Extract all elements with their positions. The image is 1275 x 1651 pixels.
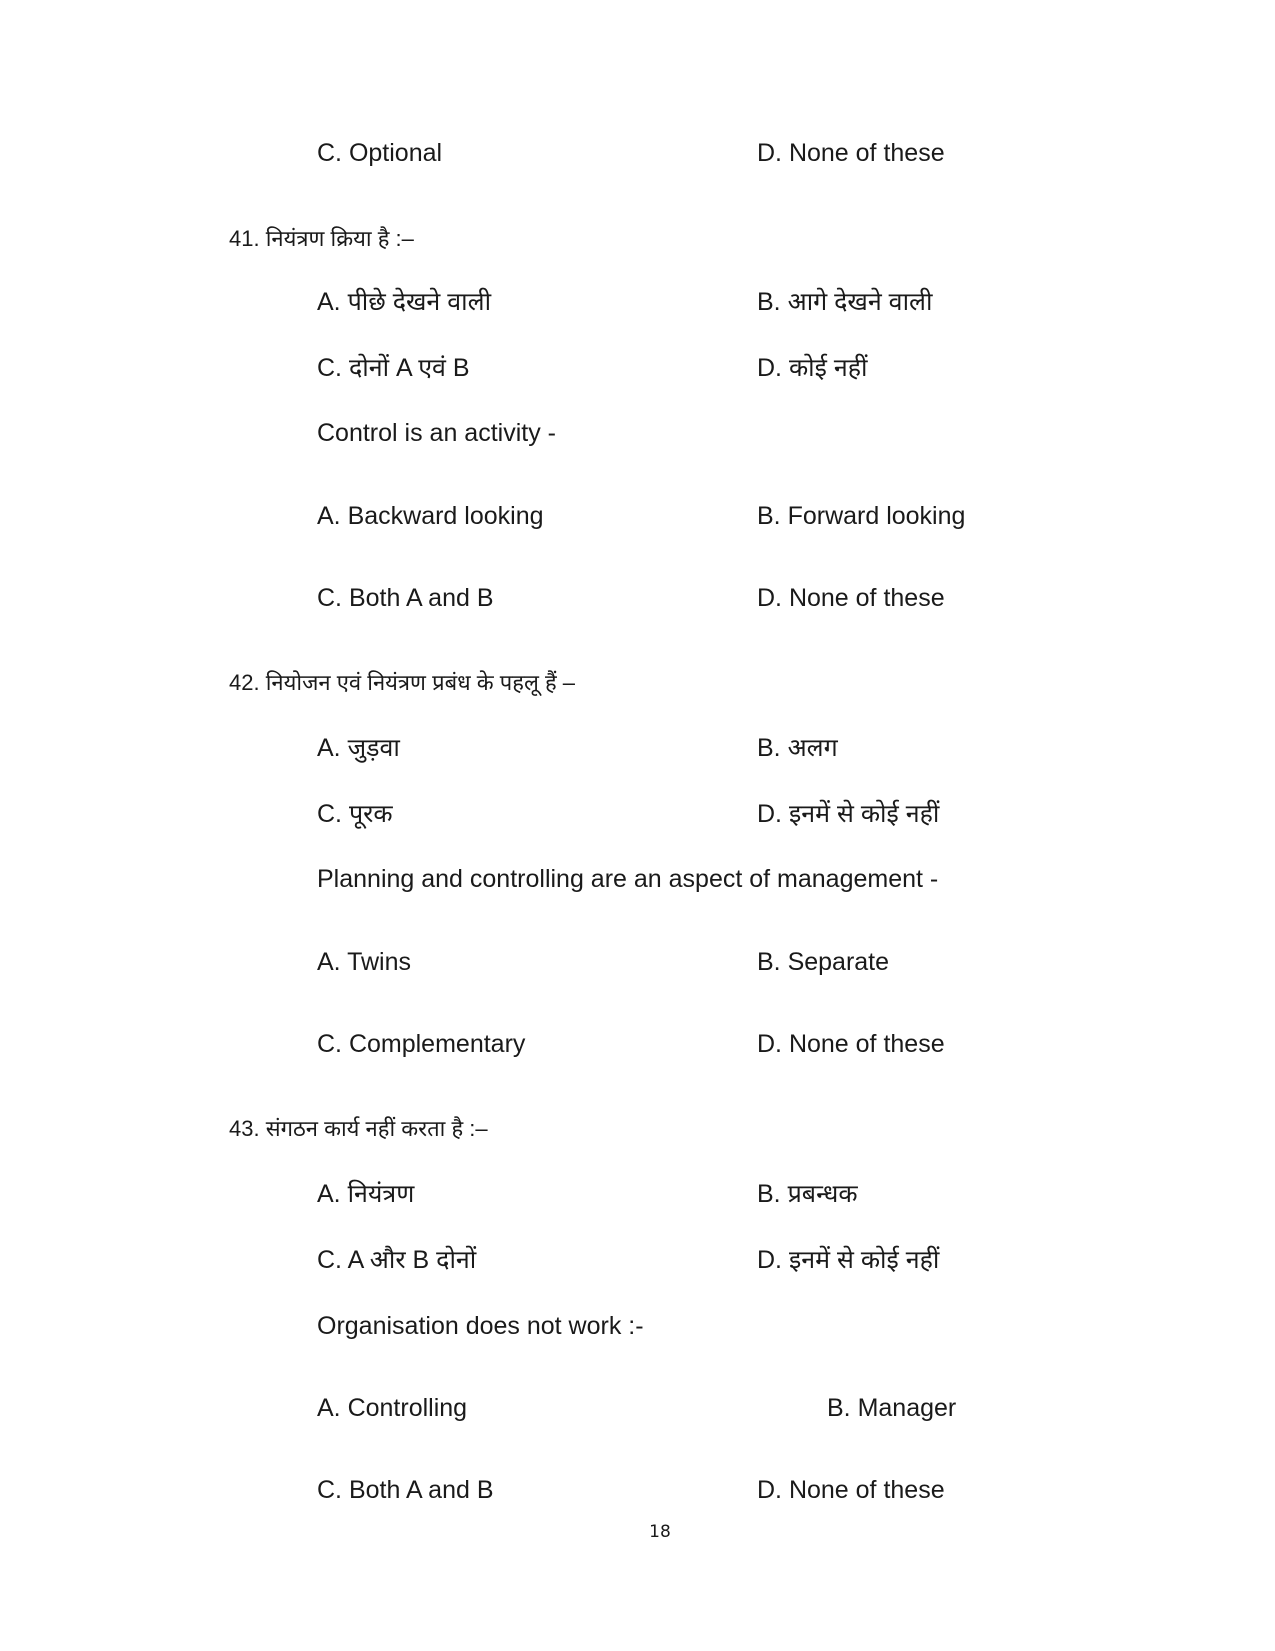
option-d: D. इनमें से कोई नहीं xyxy=(757,800,940,828)
question-text: नियंत्रण क्रिया है :– xyxy=(265,226,414,251)
option-b: B. Manager xyxy=(827,1394,957,1422)
option-b: B. Forward looking xyxy=(757,502,966,530)
option-c: C. A और B दोनों xyxy=(317,1246,477,1274)
option-c: C. पूरक xyxy=(317,800,393,828)
question-text: नियोजन एवं नियंत्रण प्रबंध के पहलू हैं – xyxy=(265,670,576,695)
option-a: A. Controlling xyxy=(317,1394,468,1422)
question-43-english: Organisation does not work :- xyxy=(317,1312,644,1340)
option-b: B. आगे देखने वाली xyxy=(757,288,933,316)
question-42-hindi xyxy=(229,668,575,698)
question-number: 42. xyxy=(229,670,260,695)
option-d: D. None of these xyxy=(757,139,945,167)
option-c: C. Optional xyxy=(317,139,443,167)
question-number: 41. xyxy=(229,226,260,251)
question-42-english: Planning and controlling are an aspect of management - xyxy=(317,865,939,893)
option-c: C. Both A and B xyxy=(317,1476,494,1504)
option-a: A. जुड़वा xyxy=(317,734,400,762)
option-c: C. दोनों A एवं B xyxy=(317,354,470,382)
option-b: B. प्रबन्धक xyxy=(757,1180,858,1208)
question-43-hindi xyxy=(229,1114,488,1144)
option-b: B. अलग xyxy=(757,734,838,762)
option-d: D. None of these xyxy=(757,1030,945,1058)
option-a: A. Backward looking xyxy=(317,502,544,530)
option-d: D. कोई नहीं xyxy=(757,354,868,382)
question-number: 43. xyxy=(229,1116,260,1141)
question-text: संगठन कार्य नहीं करता है :– xyxy=(265,1116,488,1141)
question-41-english: Control is an activity - xyxy=(317,419,556,447)
page-number: 18 xyxy=(649,1522,671,1542)
option-d: D. None of these xyxy=(757,1476,945,1504)
question-41-hindi xyxy=(229,224,414,254)
option-a: A. नियंत्रण xyxy=(317,1180,415,1208)
option-b: B. Separate xyxy=(757,948,890,976)
option-a: A. पीछे देखने वाली xyxy=(317,288,492,316)
option-d: D. इनमें से कोई नहीं xyxy=(757,1246,940,1274)
option-d: D. None of these xyxy=(757,584,945,612)
option-c: C. Complementary xyxy=(317,1030,526,1058)
option-c: C. Both A and B xyxy=(317,584,494,612)
option-a: A. Twins xyxy=(317,948,412,976)
